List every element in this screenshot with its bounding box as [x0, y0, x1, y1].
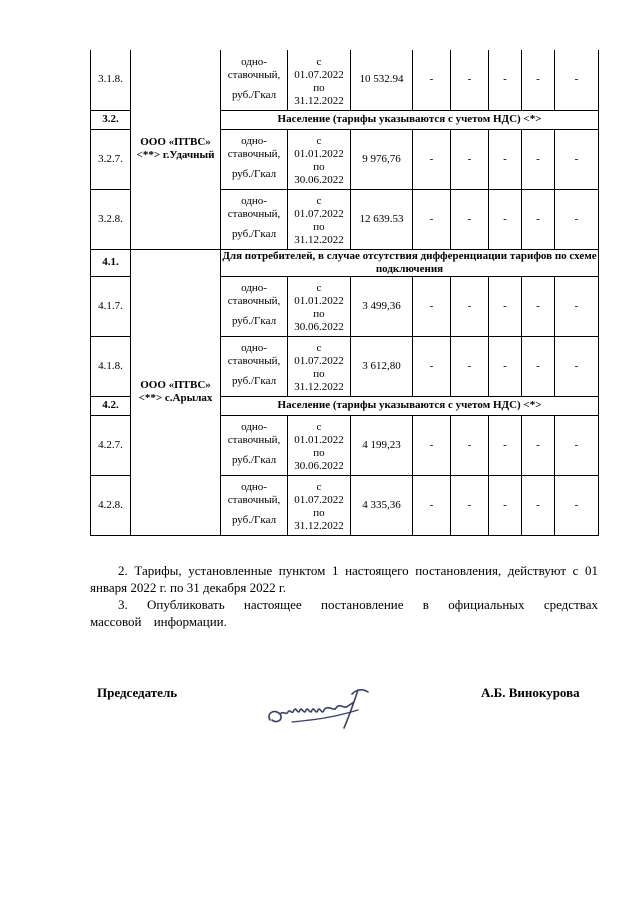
section-row [91, 249, 599, 276]
rate-type: одно-ставочный, [227, 195, 281, 220]
tariff-value: 10 532.94 [351, 50, 413, 110]
rate-type-cell [221, 276, 288, 336]
empty-value-dash: - [522, 336, 555, 396]
table-row [91, 50, 599, 110]
empty-value-dash: - [489, 50, 522, 110]
empty-value-dash: - [413, 475, 451, 535]
period-from-date: 01.01.2022 [294, 295, 344, 307]
rate-type-cell [221, 129, 288, 189]
period-from-date: 01.07.2022 [294, 355, 344, 367]
org-cell-udachny: ООО «ПТВС» <**> г.Удачный [131, 50, 221, 249]
empty-value-dash: - [555, 336, 599, 396]
tariff-value: 3 499,36 [351, 276, 413, 336]
rate-type: одно-ставочный, [227, 342, 281, 367]
rate-type-cell [221, 189, 288, 249]
period-to-label: по [313, 221, 325, 233]
rate-type-cell [221, 50, 288, 110]
row-number: 4.2.8. [91, 475, 131, 535]
row-number: 4.1. [91, 249, 131, 276]
empty-value-dash: - [555, 415, 599, 475]
empty-value-dash: - [451, 129, 489, 189]
handwritten-signature [262, 680, 382, 740]
empty-value-dash: - [522, 50, 555, 110]
empty-value-dash: - [413, 189, 451, 249]
rate-unit: руб./Гкал [231, 315, 277, 327]
paragraph-3: 3. Опубликовать настоящее постановление в официальных средствах массовой информации. [90, 597, 598, 629]
period-to-label: по [313, 368, 325, 380]
rate-type: одно-ставочный, [227, 421, 281, 446]
rate-type-cell [221, 415, 288, 475]
empty-value-dash: - [522, 129, 555, 189]
period-from-label: с [316, 135, 322, 147]
period-cell [288, 50, 351, 110]
period-cell [288, 415, 351, 475]
rate-unit: руб./Гкал [231, 514, 277, 526]
period-to-date: 31.12.2022 [294, 234, 344, 246]
empty-value-dash: - [451, 336, 489, 396]
rate-unit: руб./Гкал [231, 228, 277, 240]
row-number: 3.2.7. [91, 129, 131, 189]
empty-value-dash: - [451, 415, 489, 475]
signatory-name: А.Б. Винокурова [481, 685, 580, 700]
period-to-date: 31.12.2022 [294, 381, 344, 393]
period-from-label: с [316, 282, 322, 294]
period-cell [288, 276, 351, 336]
period-from-label: с [316, 195, 322, 207]
tariff-value: 12 639.53 [351, 189, 413, 249]
period-cell [288, 336, 351, 396]
period-cell [288, 189, 351, 249]
period-to-label: по [313, 161, 325, 173]
empty-value-dash: - [413, 415, 451, 475]
empty-value-dash: - [489, 415, 522, 475]
period-from-date: 01.01.2022 [294, 148, 344, 160]
period-to-label: по [313, 81, 325, 94]
rate-type: одно-ставочный, [227, 55, 281, 81]
period-to-date: 30.06.2022 [294, 460, 344, 472]
empty-value-dash: - [451, 475, 489, 535]
tariff-value: 4 199,23 [351, 415, 413, 475]
empty-value-dash: - [451, 50, 489, 110]
paragraph-2: 2. Тарифы, установленные пунктом 1 настоящего постановления, действуют с 01 января 2022 г. по 31 декабря 2022 г. [90, 563, 598, 595]
period-to-label: по [313, 447, 325, 459]
row-number: 3.2. [91, 110, 131, 129]
section-title: Для потребителей, в случае отсутствия дифференциации тарифов по схеме подключения [222, 249, 597, 275]
row-number: 3.2.8. [91, 189, 131, 249]
row-number: 4.2.7. [91, 415, 131, 475]
empty-value-dash: - [522, 276, 555, 336]
period-from-label: с [316, 342, 322, 354]
empty-value-dash: - [555, 475, 599, 535]
section-title: Население (тарифы указываются с учетом НДС) <*> [221, 110, 599, 129]
rate-unit: руб./Гкал [231, 168, 277, 180]
period-to-date: 30.06.2022 [294, 174, 344, 186]
tariff-table [90, 50, 599, 536]
rate-unit: руб./Гкал [231, 454, 277, 466]
empty-value-dash: - [555, 189, 599, 249]
period-from-label: с [316, 481, 322, 493]
period-from-date: 01.01.2022 [294, 434, 344, 446]
rate-unit: руб./Гкал [231, 88, 277, 101]
empty-value-dash: - [522, 415, 555, 475]
empty-value-dash: - [522, 189, 555, 249]
period-from-date: 01.07.2022 [294, 208, 344, 220]
row-number: 4.1.7. [91, 276, 131, 336]
empty-value-dash: - [413, 336, 451, 396]
tariff-value: 3 612,80 [351, 336, 413, 396]
empty-value-dash: - [451, 189, 489, 249]
empty-value-dash: - [489, 475, 522, 535]
rate-unit: руб./Гкал [231, 375, 277, 387]
empty-value-dash: - [555, 276, 599, 336]
empty-value-dash: - [489, 276, 522, 336]
empty-value-dash: - [522, 475, 555, 535]
period-from-label: с [316, 55, 322, 68]
rate-type: одно-ставочный, [227, 481, 281, 506]
empty-value-dash: - [555, 129, 599, 189]
row-number: 3.1.8. [91, 50, 131, 110]
empty-value-dash: - [413, 50, 451, 110]
empty-value-dash: - [489, 129, 522, 189]
period-to-date: 30.06.2022 [294, 321, 344, 333]
section-title: Население (тарифы указываются с учетом НДС) <*> [221, 396, 599, 415]
period-cell [288, 129, 351, 189]
period-from-date: 01.07.2022 [294, 68, 344, 81]
period-from-label: с [316, 421, 322, 433]
period-cell [288, 475, 351, 535]
empty-value-dash: - [555, 50, 599, 110]
period-to-date: 31.12.2022 [294, 520, 344, 532]
rate-type-cell [221, 336, 288, 396]
empty-value-dash: - [413, 276, 451, 336]
row-number: 4.2. [91, 396, 131, 415]
rate-type: одно-ставочный, [227, 282, 281, 307]
empty-value-dash: - [413, 129, 451, 189]
rate-type-cell [221, 475, 288, 535]
period-from-date: 01.07.2022 [294, 494, 344, 506]
row-number: 4.1.8. [91, 336, 131, 396]
rate-type: одно-ставочный, [227, 135, 281, 160]
tariff-value: 4 335,36 [351, 475, 413, 535]
empty-value-dash: - [451, 276, 489, 336]
period-to-label: по [313, 308, 325, 320]
empty-value-dash: - [489, 189, 522, 249]
org-cell-arylakh: ООО «ПТВС» <**> с.Арылах [131, 249, 221, 535]
period-to-date: 31.12.2022 [294, 94, 344, 107]
signatory-title: Председатель [97, 685, 178, 700]
empty-value-dash: - [489, 336, 522, 396]
period-to-label: по [313, 507, 325, 519]
tariff-value: 9 976,76 [351, 129, 413, 189]
